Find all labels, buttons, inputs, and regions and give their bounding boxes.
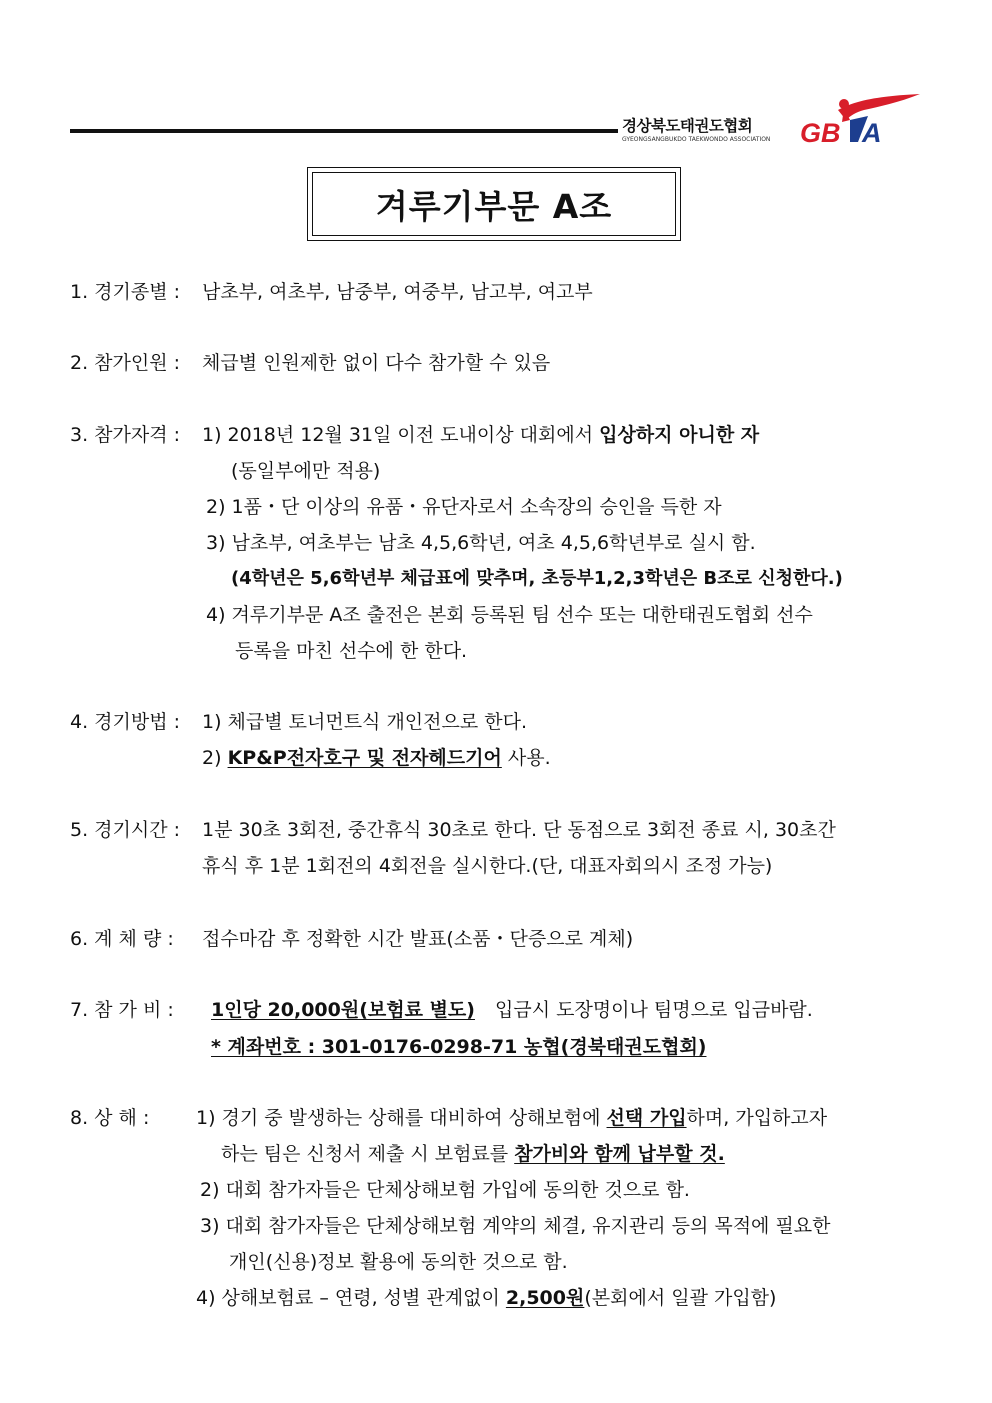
s8-item4 xyxy=(196,1286,776,1310)
s2-label: 2. 참가인원 : xyxy=(70,352,181,374)
org-name-ko: 경상북도태권도협회 xyxy=(622,117,753,135)
s8-item4-bold: 2,500원 xyxy=(505,1287,585,1309)
s8-item1-post: 하며, 가입하고자 xyxy=(686,1107,828,1129)
s8-item1-pre: 1) 경기 중 발생하는 상해를 대비하여 상해보험에 xyxy=(196,1107,607,1129)
s4-item1: 1) 체급별 토너먼트식 개인전으로 한다. xyxy=(202,711,528,733)
header-rule xyxy=(70,129,618,133)
s1-label: 1. 경기종별 : xyxy=(70,281,181,303)
s2-text: 체급별 인원제한 없이 다수 참가할 수 있음 xyxy=(202,352,551,374)
s8-item1 xyxy=(196,1106,827,1130)
s4-label: 4. 경기방법 : xyxy=(70,711,181,733)
s3-item1-bold: 입상하지 아니한 자 xyxy=(599,424,760,446)
s4-item2 xyxy=(202,746,551,770)
s1-text: 남초부, 여초부, 남중부, 여중부, 남고부, 여고부 xyxy=(202,281,593,303)
s7-account: * 계좌번호 : 301-0176-0298-71 농협(경북태권도협회) xyxy=(211,1036,707,1058)
s8-item1-bold: 선택 가입 xyxy=(606,1107,687,1129)
s8-item3-cont: 개인(신용)정보 활용에 동의한 것으로 함. xyxy=(229,1251,568,1273)
s5-cont: 휴식 후 1분 1회전의 4회전을 실시한다.(단, 대표자회의시 조정 가능) xyxy=(202,855,773,877)
s3-item1-text: 1) 2018년 12월 31일 이전 도내이상 대회에서 xyxy=(202,424,600,446)
s8-item4-post: (본회에서 일괄 가입함) xyxy=(584,1287,777,1309)
s3-item4: 4) 겨루기부문 A조 출전은 본회 등록된 팀 선수 또는 대한태권도협회 선수 xyxy=(206,604,813,626)
s6-text: 접수마감 후 정확한 시간 발표(소품・단증으로 계체) xyxy=(202,928,634,950)
s8-item4-pre: 4) 상해보험료 – 연령, 성별 관계없이 xyxy=(196,1287,506,1309)
s8-item2: 2) 대회 참가자들은 단체상해보험 가입에 동의한 것으로 함. xyxy=(200,1179,690,1201)
s8-item1-cont xyxy=(221,1142,725,1166)
s4-item2-bold: KP&P전자호구 및 전자헤드기어 xyxy=(227,747,502,769)
s3-item3-note: (4학년은 5,6학년부 체급표에 맞추며, 초등부1,2,3학년은 B조로 신청한다.) xyxy=(231,568,843,589)
s7-rest: 입금시 도장명이나 팀명으로 입금바람. xyxy=(495,999,813,1021)
s7-fee: 1인당 20,000원(보험료 별도) xyxy=(211,999,475,1021)
s6-label: 6. 계 체 량 : xyxy=(70,928,174,950)
svg-text:A: A xyxy=(862,118,882,146)
s8-item1-cont-bold: 참가비와 함께 납부할 것. xyxy=(514,1143,725,1165)
svg-text:GB: GB xyxy=(800,118,841,146)
org-name xyxy=(622,118,794,144)
s5-text: 1분 30초 3회전, 중간휴식 30초로 한다. 단 동점으로 3회전 종료 시, 30초간 xyxy=(202,819,836,841)
s5-label: 5. 경기시간 : xyxy=(70,819,181,841)
s3-item2: 2) 1품・단 이상의 유품・유단자로서 소속장의 승인을 득한 자 xyxy=(206,496,722,518)
s8-label: 8. 상 해 : xyxy=(70,1107,150,1129)
s8-item1-cont-pre: 하는 팀은 신청서 제출 시 보험료를 xyxy=(221,1143,515,1165)
s8-item3: 3) 대회 참가자들은 단체상해보험 계약의 체결, 유지관리 등의 목적에 필요한 xyxy=(200,1215,831,1237)
s3-item1-cont: (동일부에만 적용) xyxy=(231,460,381,482)
s7-label: 7. 참 가 비 : xyxy=(70,999,174,1021)
s3-item1 xyxy=(202,423,759,447)
title-box xyxy=(307,167,681,241)
s3-item3: 3) 남초부, 여초부는 남초 4,5,6학년, 여초 4,5,6학년부로 실시 함. xyxy=(206,532,756,554)
s4-item2-rest: 사용. xyxy=(501,747,551,769)
s4-item2-num: 2) xyxy=(202,747,222,769)
page-title: 겨루기부문 A조 xyxy=(375,186,613,226)
org-name-en: GYEONGSANGBUKDO TAEKWONDO ASSOCIATION xyxy=(622,136,771,143)
s3-item4-cont: 등록을 마친 선수에 한 한다. xyxy=(235,640,468,662)
s3-label: 3. 참가자격 : xyxy=(70,424,181,446)
gbta-logo xyxy=(798,94,924,151)
